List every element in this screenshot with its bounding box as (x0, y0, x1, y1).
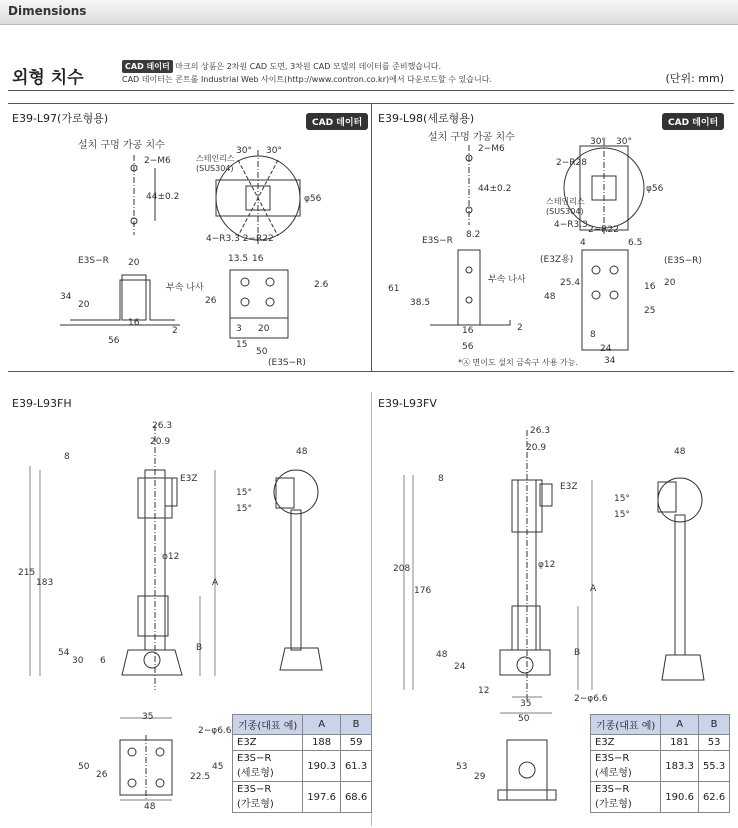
fv-15a: 15° (614, 494, 630, 504)
l98-footnote: *Ⓐ 면이도 설치 금속구 사용 가능. (458, 358, 578, 367)
l98-d38: 38.5 (410, 298, 431, 308)
fh-b: B (196, 643, 203, 653)
cell-model: E3S−R (가로형) (591, 782, 661, 813)
fv-a: A (590, 584, 597, 594)
col-model: 기종(대표 예) (591, 715, 661, 735)
cell-a: 183.3 (661, 751, 699, 782)
col-a: A (661, 715, 699, 735)
fh-d20: 20.9 (150, 437, 171, 447)
l98-d48: 48 (544, 292, 556, 302)
l97-phi56: φ56 (304, 194, 322, 204)
l98-subtitle: 설치 구멍 가공 치수 (428, 132, 515, 143)
l97-d50: 50 (256, 347, 268, 357)
fh-15b: 15° (236, 504, 252, 514)
l98-cad-button[interactable]: CAD 데이터 (662, 113, 724, 130)
l97-sus: 스테인리스 (SUS304) (196, 154, 235, 173)
l97-d16b: 16 (252, 254, 264, 264)
l97-30a: 30° (236, 146, 252, 156)
unit-label: (단위: mm) (665, 72, 724, 85)
fv-d53: 53 (456, 762, 468, 772)
cell-a: 190.6 (661, 782, 699, 813)
col-a: A (303, 715, 341, 735)
l97-d26: 26 (205, 296, 217, 306)
l97-r: 4−R3.3 2−R22 (206, 234, 274, 244)
cell-a: 197.6 (303, 782, 341, 813)
cell-a: 181 (661, 735, 699, 751)
l98-e3sr: (E3S−R) (664, 256, 702, 266)
fh-a: A (212, 578, 219, 588)
l98-bracket-side (430, 250, 510, 325)
l98-m6: 2−M6 (478, 144, 505, 154)
fv-phi: 2−φ6.6 (574, 694, 608, 704)
l97-e3sr: (E3S−R) (268, 358, 306, 368)
table-row (591, 782, 730, 813)
fh-15a: 15° (236, 488, 252, 498)
l98-d25: 25.4 (560, 278, 581, 288)
l98-e3z: (E3Z용) (540, 255, 574, 265)
l97-e3s: E3S−R (78, 256, 109, 266)
fv-e3z: E3Z (560, 482, 578, 492)
l97-d20b: 20 (78, 300, 90, 310)
l98-d44: 44±0.2 (478, 184, 512, 194)
l98-d8: 8 (590, 330, 596, 340)
cell-a: 190.3 (303, 751, 341, 782)
fv-title: E39-L93FV (378, 397, 437, 410)
fv-phi12: φ12 (538, 560, 556, 570)
fh-d45: 45 (212, 762, 224, 772)
fv-d8: 8 (438, 474, 444, 484)
l97-d44: 44±0.2 (146, 192, 180, 202)
table-row (233, 782, 372, 813)
l97-d56: 56 (108, 336, 120, 346)
col-b: B (340, 715, 371, 735)
fh-side-view (274, 470, 322, 670)
cell-b: 62.6 (698, 782, 729, 813)
fh-model-table (232, 714, 372, 813)
fh-phi: 2−φ6.6 (198, 726, 232, 736)
l97-subtitle: 설치 구멍 가공 치수 (78, 140, 165, 151)
fh-d22: 22.5 (190, 772, 211, 782)
l97-d15: 15 (236, 340, 248, 350)
l98-d16: 16 (462, 326, 474, 336)
cell-a: 188 (303, 735, 341, 751)
table-header-row (233, 715, 372, 735)
fv-d26: 26.3 (530, 426, 551, 436)
table-row (591, 751, 730, 782)
l98-d25b: 25 (644, 306, 656, 316)
l98-d24: 24 (600, 344, 612, 354)
l98-30a: 30° (590, 137, 606, 147)
l97-d3: 3 (236, 324, 242, 334)
fv-d12: 12 (478, 686, 490, 696)
l97-m6: 2−M6 (144, 156, 171, 166)
fh-d35: 35 (142, 712, 154, 722)
l98-d61: 61 (388, 284, 400, 294)
l98-r22: 2−R22 (588, 225, 619, 235)
l98-d2: 2 (517, 323, 523, 333)
l98-d4: 4 (580, 238, 586, 248)
fv-d35: 35 (520, 699, 532, 709)
cell-model: E3S−R (세로형) (233, 751, 303, 782)
l98-sus: 스테인리스 (SUS304) (546, 197, 585, 216)
cell-b: 61.3 (340, 751, 371, 782)
fh-e3z: E3Z (180, 474, 198, 484)
cad-note-2: CAD 데이터는 콘트롤 Industrial Web 사이트(http://www.contron.co.kr)에서 다운로드할 수 있습니다. (122, 75, 493, 84)
l97-d16: 16 (128, 318, 140, 328)
cell-model: E3Z (233, 735, 303, 751)
l98-d20: 20 (664, 278, 676, 288)
fh-d30: 30 (72, 656, 84, 666)
table-row (233, 751, 372, 782)
l97-title: E39-L97(가로형용) (12, 112, 109, 125)
cell-b: 53 (698, 735, 729, 751)
cad-badge: CAD 데이터 (122, 60, 173, 73)
fv-d208: 208 (393, 564, 411, 574)
fh-d215: 215 (18, 568, 36, 578)
fh-d6: 6 (100, 656, 106, 666)
l98-d56: 56 (462, 342, 474, 352)
table-row (233, 735, 372, 751)
fh-phi12: φ12 (162, 552, 180, 562)
fv-d50: 50 (518, 714, 530, 724)
fv-d29: 29 (474, 772, 486, 782)
l98-hole-pattern (466, 145, 472, 225)
l98-d16b: 16 (644, 282, 656, 292)
l97-d20c: 20 (258, 324, 270, 334)
l97-d13: 13.5 (228, 254, 249, 264)
l97-d26b: 2.6 (314, 280, 329, 290)
fv-side-view (658, 478, 704, 680)
fh-d183: 183 (36, 578, 54, 588)
l97-d34: 34 (60, 292, 72, 302)
l97-cad-button[interactable]: CAD 데이터 (306, 113, 368, 130)
fv-b: B (574, 648, 581, 658)
l97-30b: 30° (266, 146, 282, 156)
fh-d50: 50 (78, 762, 90, 772)
table-row (591, 735, 730, 751)
l98-screw: 부속 나사 (488, 275, 526, 285)
l98-bracket-rear (582, 250, 628, 350)
col-b: B (698, 715, 729, 735)
fh-d48: 48 (296, 447, 308, 457)
page-title: 외형 치수 (12, 68, 84, 88)
l98-d34: 34 (604, 356, 616, 366)
l98-e3s: E3S−R (422, 236, 453, 246)
l98-r28: 2−R28 (556, 158, 587, 168)
fh-base-top (120, 735, 172, 800)
fv-d48b: 48 (674, 447, 686, 457)
cell-model: E3Z (591, 735, 661, 751)
fv-base-top (498, 740, 556, 800)
l98-r: 4−R3.3 (554, 220, 588, 230)
fv-d176: 176 (414, 586, 432, 596)
fh-d26: 26.3 (152, 421, 173, 431)
cad-note-1: 마크의 상품은 2차원 CAD 도면, 3차원 CAD 모델의 데이터를 준비했습니다. (175, 62, 442, 71)
l98-d65: 6.5 (628, 238, 643, 248)
l98-phi56: φ56 (646, 184, 664, 194)
fh-d48b: 48 (144, 802, 156, 812)
fh-d8: 8 (64, 452, 70, 462)
fv-d20: 20.9 (526, 443, 547, 453)
fv-d24: 24 (454, 662, 466, 672)
col-model: 기종(대표 예) (233, 715, 303, 735)
l97-d2: 2 (172, 326, 178, 336)
fv-d48: 48 (436, 650, 448, 660)
l97-d20: 20 (128, 258, 140, 268)
section-label: Dimensions (8, 4, 87, 18)
fh-title: E39-L93FH (12, 397, 72, 410)
cell-model: E3S−R (가로형) (233, 782, 303, 813)
cell-model: E3S−R (세로형) (591, 751, 661, 782)
fh-d54: 54 (58, 648, 70, 658)
fv-15b: 15° (614, 510, 630, 520)
cell-b: 59 (340, 735, 371, 751)
table-header-row (591, 715, 730, 735)
cell-b: 68.6 (340, 782, 371, 813)
cell-b: 55.3 (698, 751, 729, 782)
fh-d26b: 26 (96, 770, 108, 780)
l97-screw: 부속 나사 (166, 283, 204, 293)
fv-model-table (590, 714, 730, 813)
l98-title: E39-L98(세로형용) (378, 112, 475, 125)
l98-30b: 30° (616, 137, 632, 147)
l98-d82: 8.2 (466, 230, 481, 240)
